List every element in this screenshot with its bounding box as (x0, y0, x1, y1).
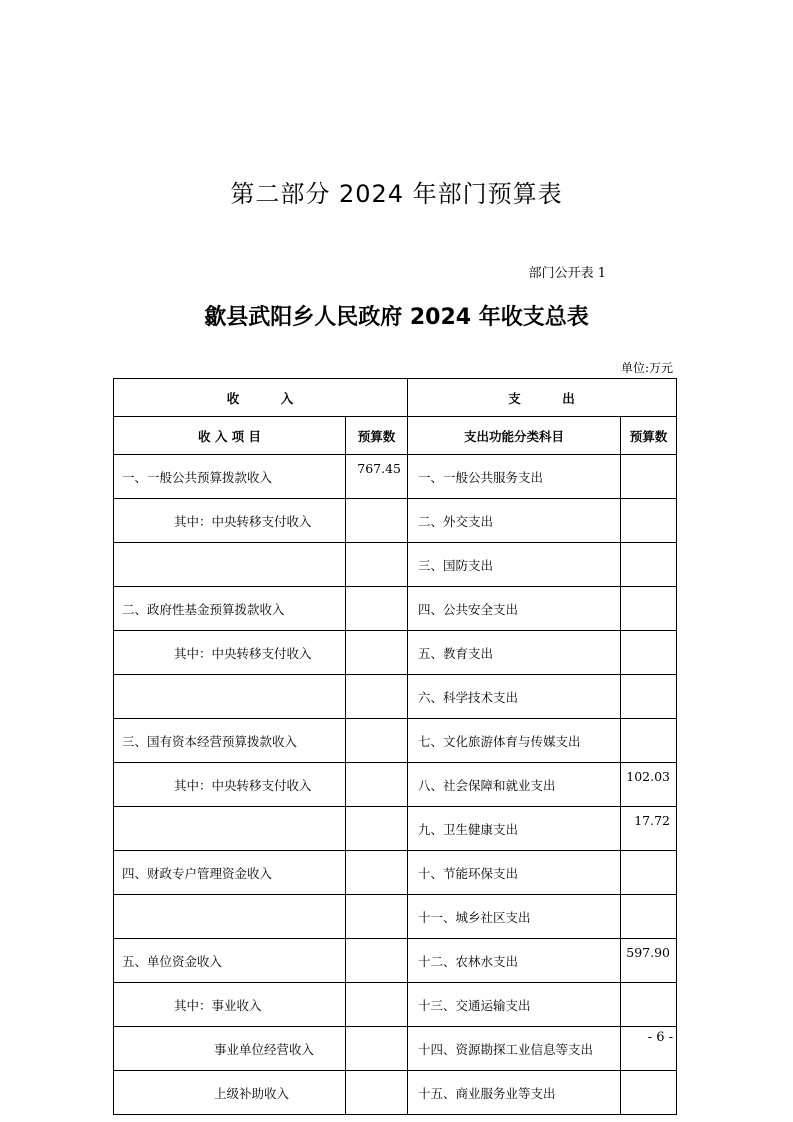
table-row (114, 763, 677, 807)
expense-value-cell (621, 455, 677, 499)
income-budget-header: 预算数 (346, 417, 408, 455)
table-row (114, 1027, 677, 1071)
expense-value-cell: 102.03 (621, 763, 677, 807)
expense-item-cell: 十三、交通运输支出 (408, 983, 621, 1027)
income-value-cell (346, 1071, 408, 1115)
income-value-cell (346, 499, 408, 543)
income-item-header: 收 入 项 目 (114, 417, 346, 455)
expense-item-cell: 五、教育支出 (408, 631, 621, 675)
expense-header: 支 出 (408, 379, 677, 417)
income-item-cell: 其中：中央转移支付收入 (114, 499, 346, 543)
income-value-cell: 767.45 (346, 455, 408, 499)
expense-value-cell (621, 499, 677, 543)
income-item-cell (114, 675, 346, 719)
budget-table (113, 378, 677, 1115)
part-title: 第二部分 2024 年部门预算表 (230, 180, 563, 208)
income-item-cell (114, 807, 346, 851)
expense-value-cell: 597.90 (621, 939, 677, 983)
income-item-cell: 其中：事业收入 (114, 983, 346, 1027)
expense-item-cell: 一、一般公共服务支出 (408, 455, 621, 499)
expense-item-cell: 十二、农林水支出 (408, 939, 621, 983)
expense-item-cell: 四、公共安全支出 (408, 587, 621, 631)
income-value-cell (346, 851, 408, 895)
table-row (114, 851, 677, 895)
table-row (114, 719, 677, 763)
income-value-cell (346, 763, 408, 807)
expense-item-cell: 八、社会保障和就业支出 (408, 763, 621, 807)
table-row (114, 807, 677, 851)
income-value-cell (346, 675, 408, 719)
income-value-cell (346, 807, 408, 851)
income-item-cell: 上级补助收入 (114, 1071, 346, 1115)
table-row (114, 675, 677, 719)
income-item-cell: 一、一般公共预算拨款收入 (114, 455, 346, 499)
unit-label: 单位:万元 (620, 361, 673, 375)
expense-item-cell: 十五、商业服务业等支出 (408, 1071, 621, 1115)
expense-item-cell: 十一、城乡社区支出 (408, 895, 621, 939)
income-value-cell (346, 631, 408, 675)
table-row (114, 499, 677, 543)
expense-value-cell (621, 851, 677, 895)
table-number: 部门公开表 1 (528, 266, 606, 281)
expense-item-cell: 二、外交支出 (408, 499, 621, 543)
expense-item-cell: 三、国防支出 (408, 543, 621, 587)
table-row (114, 587, 677, 631)
table-row (114, 631, 677, 675)
page-number: - 6 - (647, 1030, 673, 1045)
expense-value-cell (621, 543, 677, 587)
income-value-cell (346, 1027, 408, 1071)
expense-item-cell: 六、科学技术支出 (408, 675, 621, 719)
income-item-cell: 二、政府性基金预算拨款收入 (114, 587, 346, 631)
income-value-cell (346, 719, 408, 763)
income-value-cell (346, 983, 408, 1027)
expense-value-cell (621, 719, 677, 763)
income-item-cell: 其中：中央转移支付收入 (114, 763, 346, 807)
expense-value-cell: 17.72 (621, 807, 677, 851)
table-row (114, 939, 677, 983)
expense-value-cell (621, 895, 677, 939)
expense-value-cell (621, 1071, 677, 1115)
table-row (114, 983, 677, 1027)
expense-item-header: 支出功能分类科目 (408, 417, 621, 455)
expense-value-cell (621, 983, 677, 1027)
income-value-cell (346, 587, 408, 631)
table-row (114, 1071, 677, 1115)
table-row (114, 455, 677, 499)
income-item-cell (114, 895, 346, 939)
page-title: 歙县武阳乡人民政府 2024 年收支总表 (204, 305, 589, 330)
expense-item-cell: 九、卫生健康支出 (408, 807, 621, 851)
expense-item-cell: 七、文化旅游体育与传媒支出 (408, 719, 621, 763)
expense-item-cell: 十、节能环保支出 (408, 851, 621, 895)
header-row-2 (114, 417, 677, 455)
income-value-cell (346, 543, 408, 587)
income-item-cell: 五、单位资金收入 (114, 939, 346, 983)
income-item-cell (114, 543, 346, 587)
table-row (114, 543, 677, 587)
table-row (114, 895, 677, 939)
header-row-1 (114, 379, 677, 417)
income-value-cell (346, 939, 408, 983)
income-item-cell: 四、财政专户管理资金收入 (114, 851, 346, 895)
expense-value-cell (621, 631, 677, 675)
income-value-cell (346, 895, 408, 939)
income-header: 收 入 (114, 379, 408, 417)
expense-value-cell (621, 587, 677, 631)
expense-budget-header: 预算数 (621, 417, 677, 455)
expense-value-cell (621, 675, 677, 719)
income-item-cell: 事业单位经营收入 (114, 1027, 346, 1071)
income-item-cell: 三、国有资本经营预算拨款收入 (114, 719, 346, 763)
income-item-cell: 其中：中央转移支付收入 (114, 631, 346, 675)
expense-item-cell: 十四、资源勘探工业信息等支出 (408, 1027, 621, 1071)
